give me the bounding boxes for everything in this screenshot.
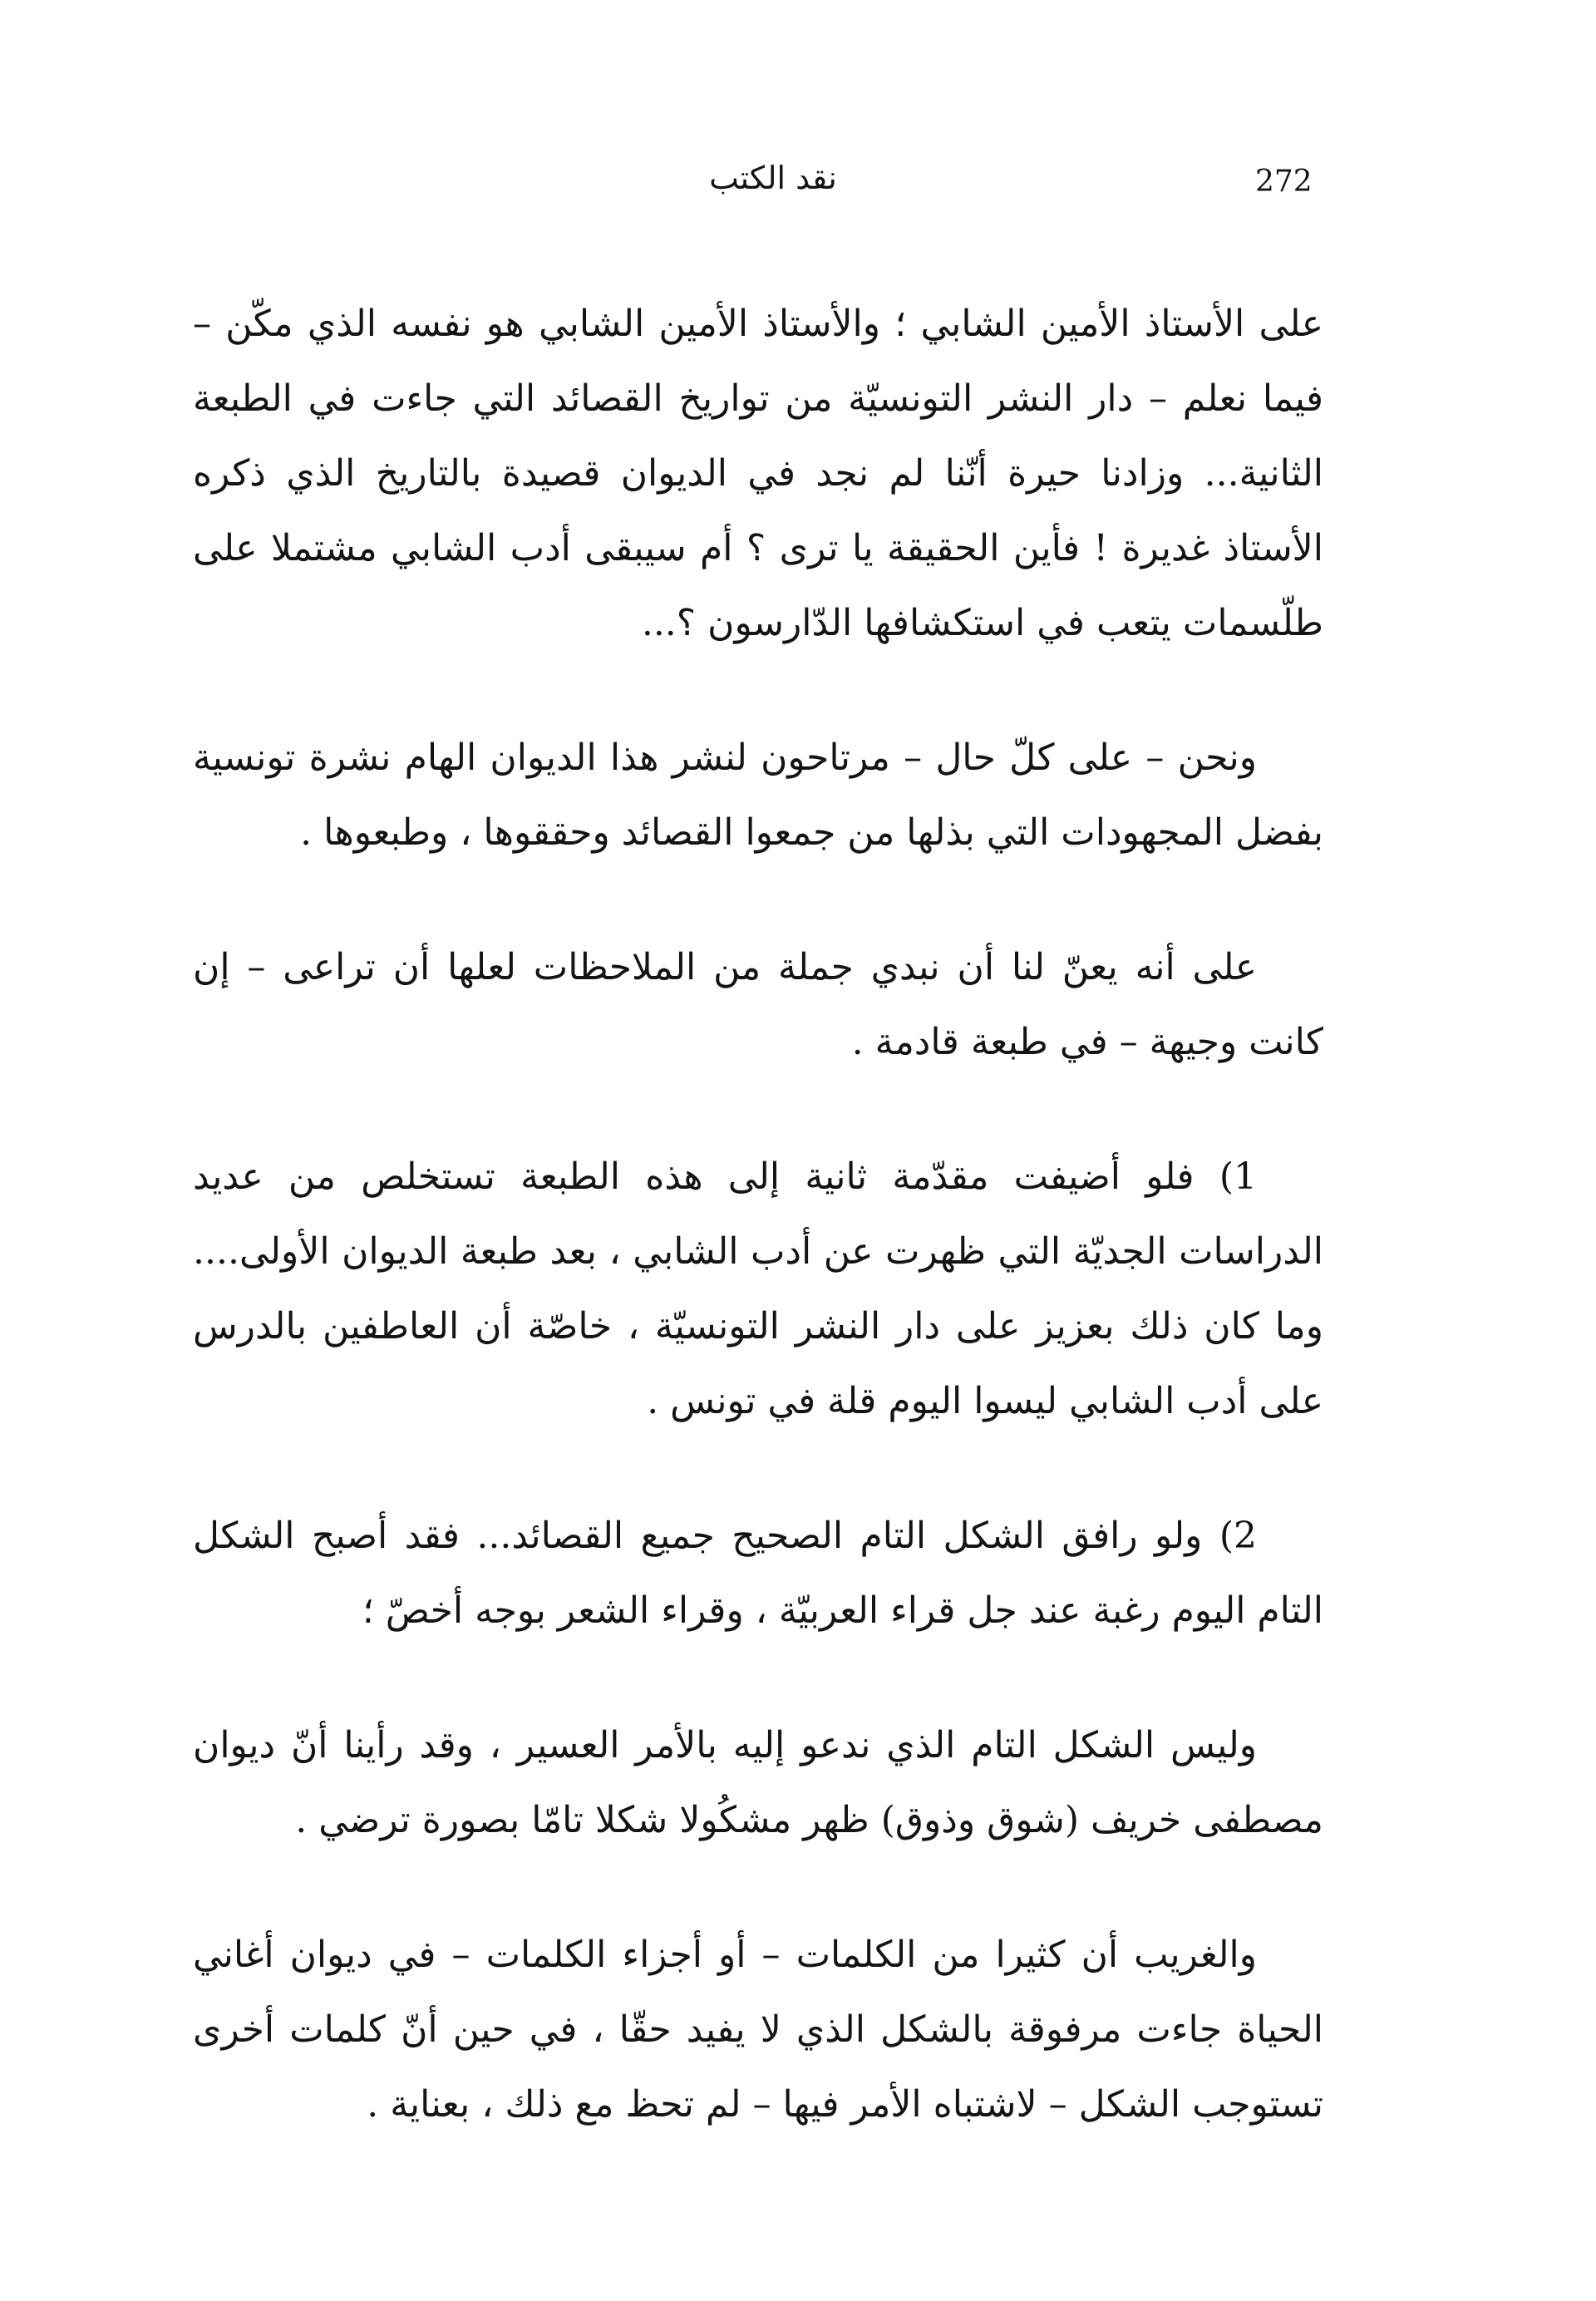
paragraph-3: على أنه يعنّ لنا أن نبدي جملة من الملاحظات لعلها أن تراعى – إن كانت وجيهة – في طبعة قادمة . xyxy=(193,946,1323,1063)
paragraph-4: 1) فلو أضيفت مقدّمة ثانية إلى هذه الطبعة تستخلص من عديد الدراسات الجديّة التي ظهرت عن أدب الشابي ، بعد طبعة الديوان الأولى.... وما كان ذلك بعزيز على دار النشر التونسيّة ، خاصّة أن العاطفين بالدرس على أدب الشابي ليسوا اليوم قلة في تونس . xyxy=(193,1155,1323,1422)
running-title: نقد الكتب xyxy=(709,160,837,196)
paragraph-1: على الأستاذ الأمين الشابي ؛ والأستاذ الأمين الشابي هو نفسه الذي مكّن – فيما نعلم – دار النشر التونسيّة من تواريخ القصائد التي جاءت في الطبعة الثانية... وزادنا حيرة أنّنا لم نجد في الديوان قصيدة بالتاريخ الذي ذكره الأستاذ غديرة ! فأين الحقيقة يا ترى ؟ أم سيبقى أدب الشابي مشتملا على طلّسمات يتعب في استكشافها الدّارسون ؟... xyxy=(193,303,1323,644)
paragraph-5: 2) ولو رافق الشكل التام الصحيح جميع القصائد... فقد أصبح الشكل التام اليوم رغبة عند جل قراء العربيّة ، وقراء الشعر بوجه أخصّ ؛ xyxy=(193,1515,1323,1632)
paragraph-7: والغريب أن كثيرا من الكلمات – أو أجزاء الكلمات – في ديوان أغاني الحياة جاءت مرفوقة بالشكل الذي لا يفيد حقّا ، في حين أنّ كلمات أخرى تستوجب الشكل – لاشتباه الأمر فيها – لم تحظ مع ذلك ، بعناية . xyxy=(193,1934,1323,2126)
paragraph-6: وليس الشكل التام الذي ندعو إليه بالأمر العسير ، وقد رأينا أنّ ديوان مصطفى خريف (شوق وذوق) ظهر مشكُولا شكلا تامّا بصورة ترضي . xyxy=(193,1724,1323,1841)
page-number: 272 xyxy=(1255,165,1313,199)
paragraph-2: ونحن – على كلّ حال – مرتاحون لنشر هذا الديوان الهام نشرة تونسية بفضل المجهودات التي بذلها من جمعوا القصائد وحققوها ، وطبعوها . xyxy=(193,737,1323,854)
body-text xyxy=(193,287,1323,2202)
